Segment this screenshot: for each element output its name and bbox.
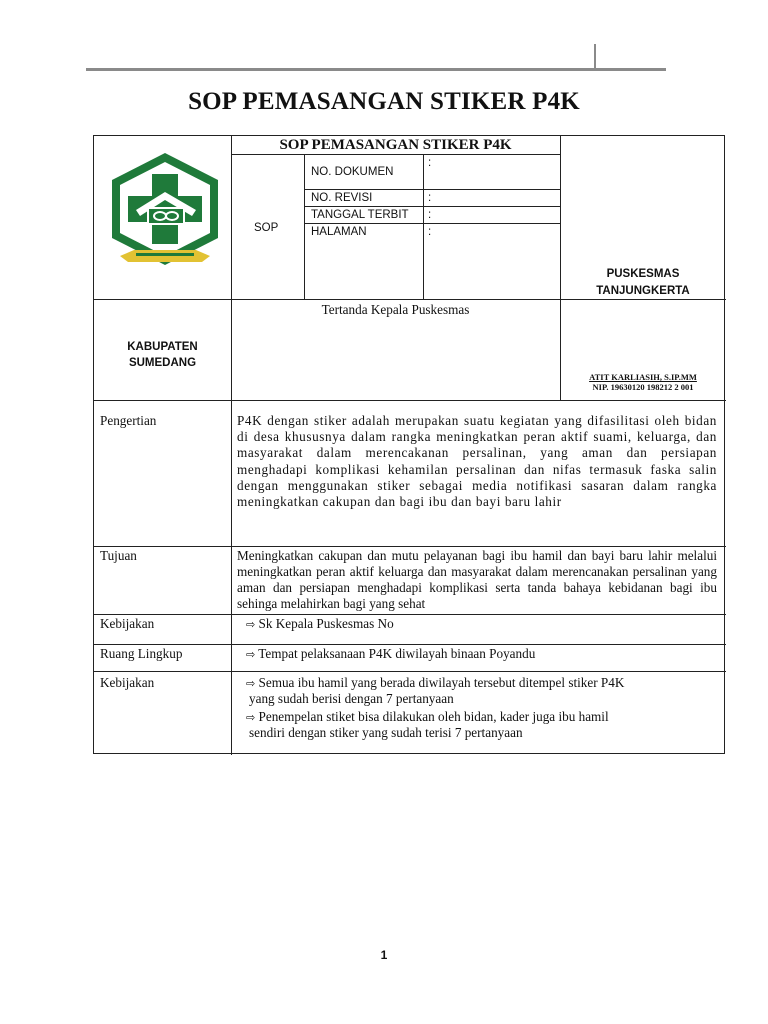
right-arrow-icon: ⇨ — [246, 711, 256, 724]
field-label-no-revisi: NO. REVISI — [311, 192, 373, 204]
section-label-kebijakan-2: Kebijakan — [100, 675, 155, 690]
field-value-halaman: : — [428, 226, 432, 238]
right-arrow-icon: ⇨ — [246, 618, 256, 631]
puskesmas-name: TANJUNGKERTA — [596, 285, 690, 297]
tujuan-text: Meningkatkan cakupan dan mutu pelayanan bagi ibu hamil dan bayi baru lahir melalui meningkatkan peran aktif keluarga dan masyarakat dalam merencanakan persalinan yang aman dan persiapan menghadapi komplikasi serta tanda bahaya kebidanan bagi ibu sehinga melahirkan bagi yang sehat — [237, 548, 717, 611]
kabupaten-label: KABUPATEN — [127, 341, 198, 353]
puskesmas-logo-icon — [106, 150, 224, 268]
field-value-no-revisi: : — [428, 192, 432, 204]
section-label-kebijakan: Kebijakan — [100, 616, 155, 631]
field-label-no-dokumen: NO. DOKUMEN — [311, 166, 394, 178]
page-title: SOP PEMASANGAN STIKER P4K — [188, 88, 580, 115]
pengertian-text: P4K dengan stiker adalah merupakan suatu kegiatan yang difasilitasi oleh bidan di desa khususnya dalam rangka meningkatkan peran aktif suami, keluarga, dan masyarakat dalam merencakanan persalinan, yang aman dan persiapan menghadapi komplikasi kehamilan persalinan dan nifas termasuk faska salin dengan menggunakan stiker sebagai media notifikasi sasaran dalam rangka meningkatkan cakupan dan bagi ibu dan bayi baru lahir — [237, 413, 717, 510]
field-value-no-dokumen: : — [428, 157, 432, 169]
field-label-tanggal-terbit: TANGGAL TERBIT — [311, 209, 409, 221]
list-item: ⇨ Semua ibu hamil yang berada diwilayah tersebut ditempel stiker P4K — [246, 675, 625, 690]
field-label-halaman: HALAMAN — [311, 226, 367, 238]
kabupaten-name: SUMEDANG — [128, 357, 197, 369]
sop-label: SOP — [254, 222, 279, 234]
header-title: SOP PEMASANGAN STIKER P4K — [279, 137, 512, 153]
section-label-ruang-lingkup: Ruang Lingkup — [100, 646, 183, 661]
right-arrow-icon: ⇨ — [246, 677, 256, 690]
section-label-pengertian: Pengertian — [100, 413, 157, 428]
top-rule — [86, 68, 666, 71]
sop-table — [93, 135, 725, 754]
signer-nip: NIP. 19630120 198212 2 001 — [592, 382, 694, 392]
tertanda-text: Tertanda Kepala Puskesmas — [321, 302, 470, 317]
signer-name: ATIT KARLIASIH, S.IP.MM — [589, 372, 697, 382]
list-item-continuation: sendiri dengan stiker yang sudah terisi 7 pertanyaan — [249, 725, 523, 740]
right-arrow-icon: ⇨ — [246, 648, 256, 661]
list-item: ⇨ Sk Kepala Puskesmas No — [246, 616, 394, 631]
field-value-tanggal-terbit: : — [428, 209, 432, 221]
list-item-continuation: yang sudah berisi dengan 7 pertanyaan — [249, 691, 454, 706]
puskesmas-label: PUSKESMAS — [606, 268, 680, 280]
list-item: ⇨ Tempat pelaksanaan P4K diwilayah binaan Poyandu — [246, 646, 536, 661]
section-label-tujuan: Tujuan — [100, 548, 137, 563]
list-item: ⇨ Penempelan stiket bisa dilakukan oleh bidan, kader juga ibu hamil — [246, 709, 609, 724]
page-number: 1 — [380, 948, 388, 962]
top-rule-tick — [594, 44, 596, 70]
